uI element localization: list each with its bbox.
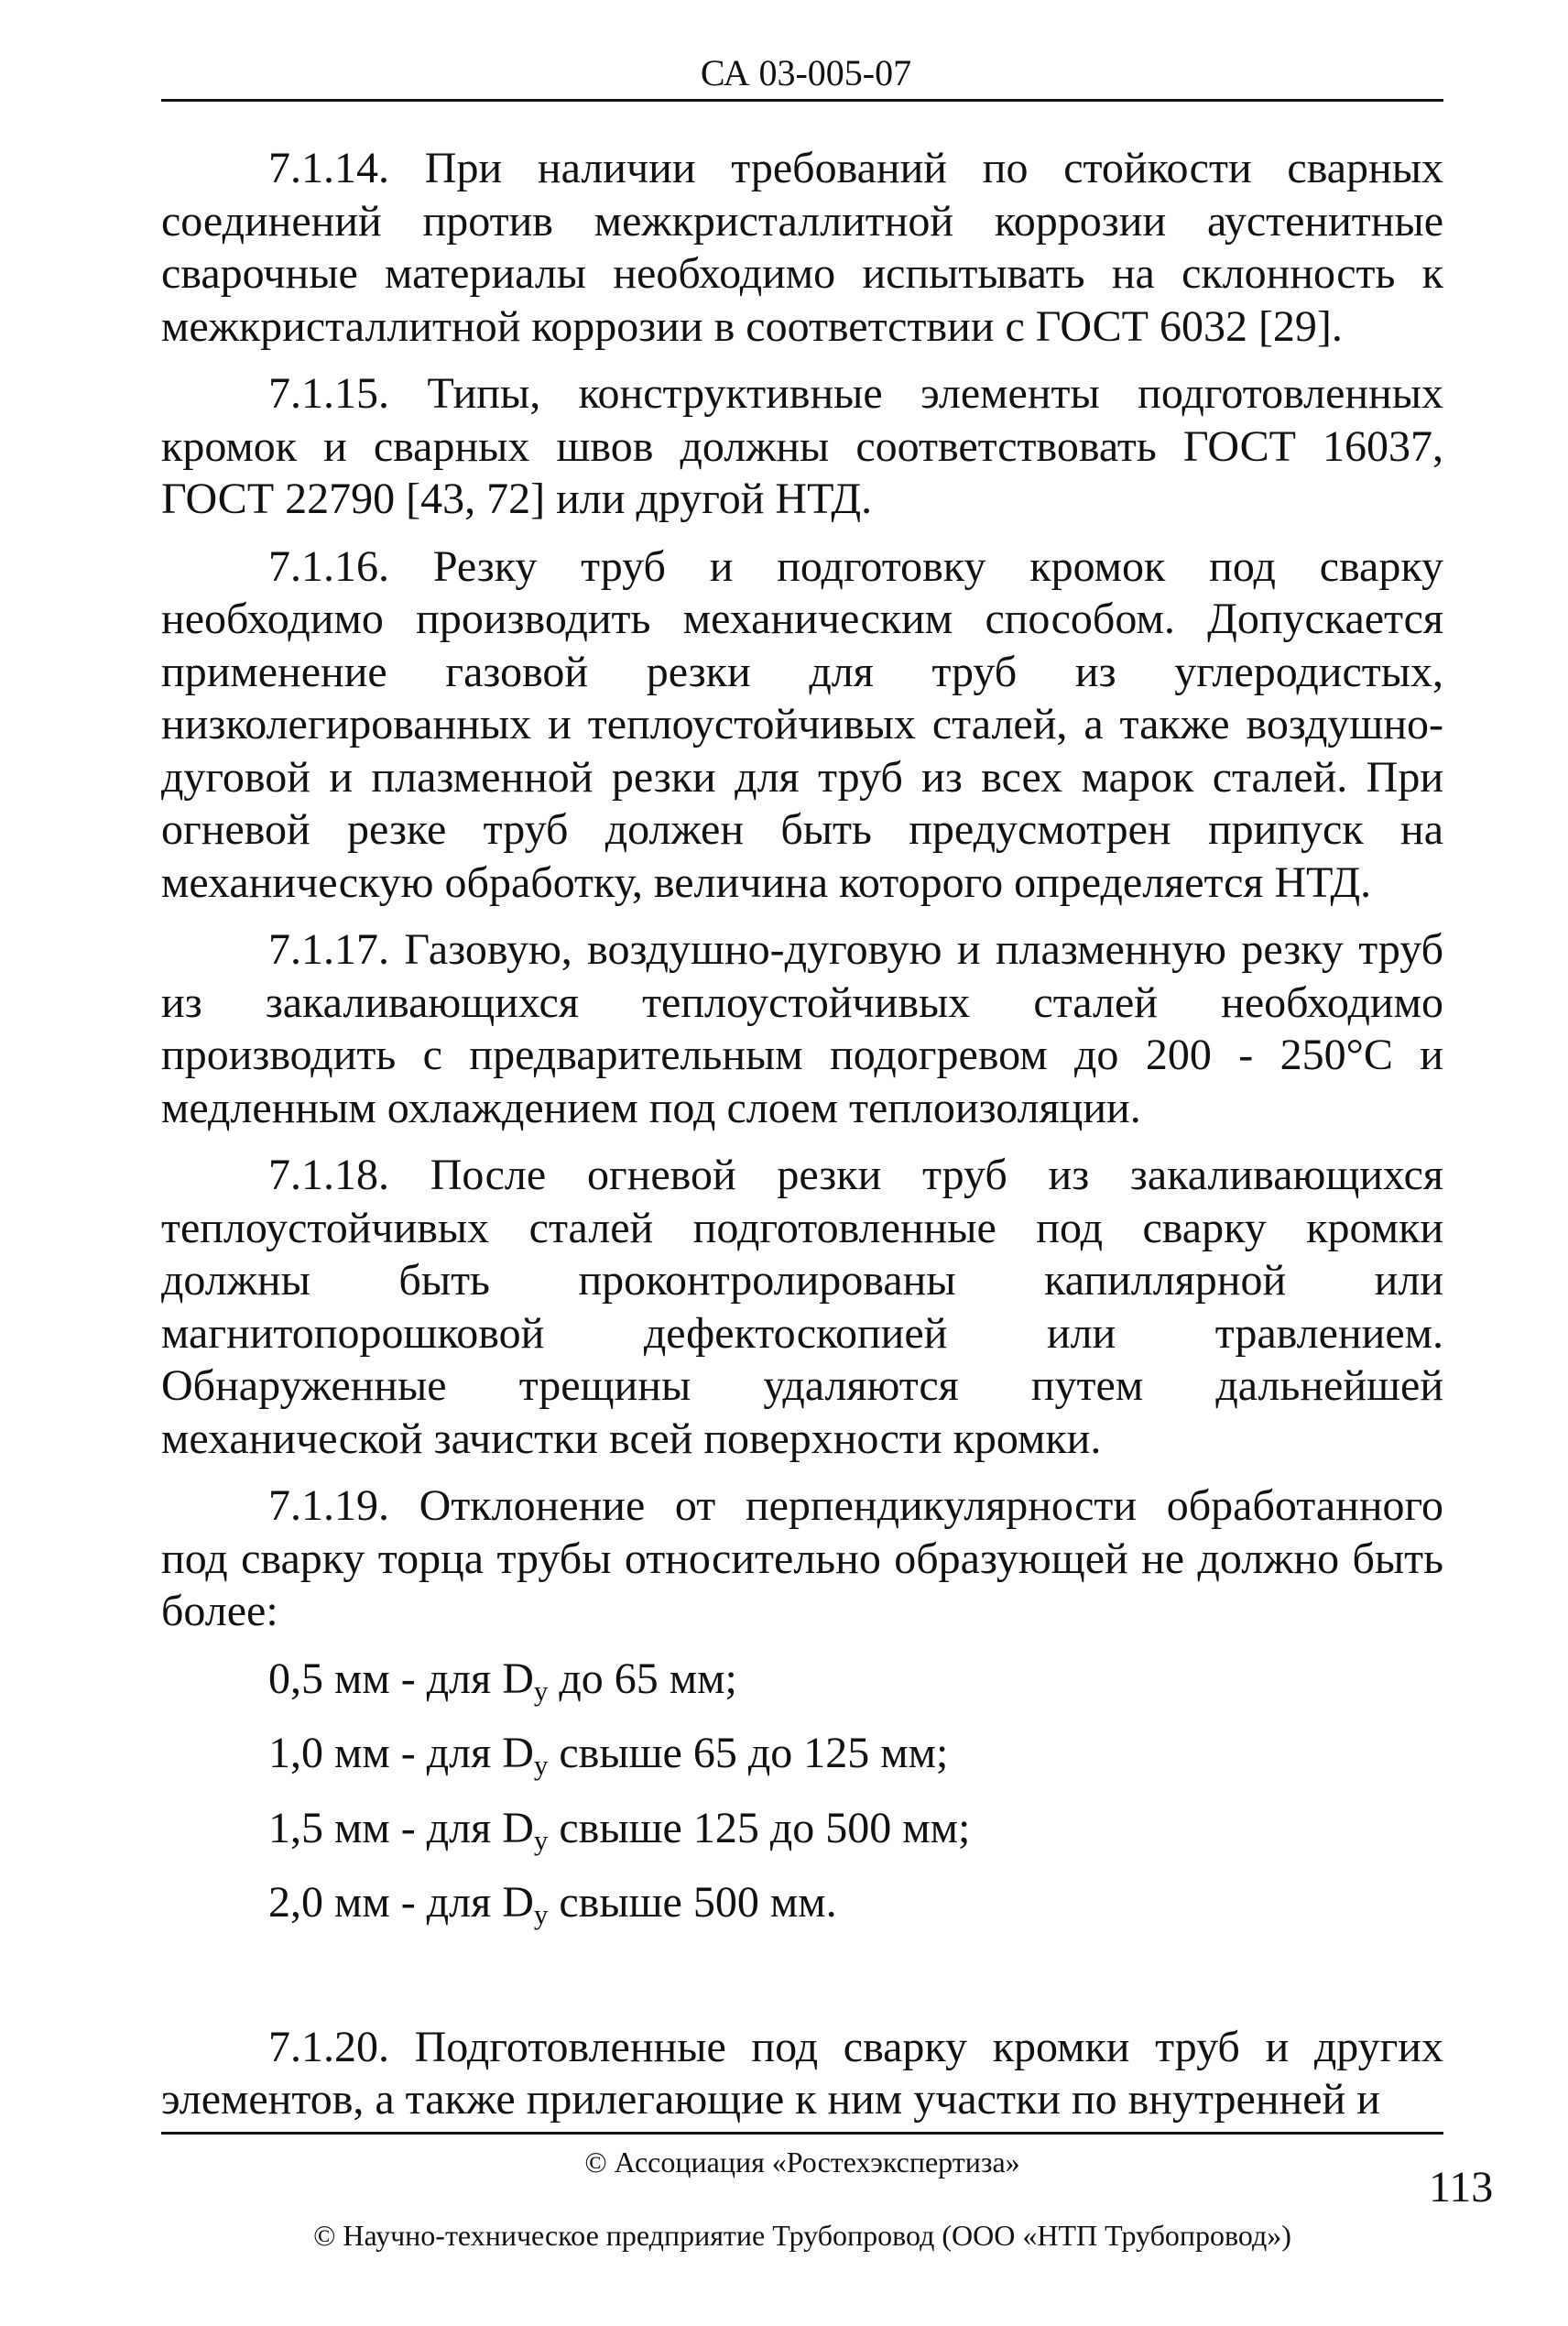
paragraph-7-1-14: 7.1.14. При наличии требований по стойкости сварных соединений против межкристаллитной коррозии аустенитные сварочные материалы необходимо испытывать на склонность к межкристаллитной коррозии в соответствии с ГОСТ 6032 [29].	[161, 144, 1443, 351]
tolerance-item: 0,5 мм - для $D_y$ до 65 мм;	[268, 1654, 737, 1707]
tolerance-list	[161, 1653, 1443, 1929]
header-rule	[161, 99, 1443, 102]
paragraph-7-1-19: 7.1.19. Отклонение от перпендикулярности обработанного под сварку торца трубы относительно образующей не должно быть более:	[161, 1481, 1443, 1635]
footer-rule	[161, 2132, 1443, 2135]
paragraph-7-1-15: 7.1.15. Типы, конструктивные элементы подготовленных кромок и сварных швов должны соответствовать ГОСТ 16037, ГОСТ 22790 [43, 72] или другой НТД.	[161, 369, 1443, 523]
section-spacer	[161, 1929, 1443, 2021]
paragraph-7-1-20: 7.1.20. Подготовленные под сварку кромки труб и других элементов, а также прилегающие к ним участки по внутренней и	[161, 2022, 1443, 2124]
tolerance-item: 1,5 мм - для $D_y$ свыше 125 до 500 мм;	[268, 1803, 971, 1856]
tolerance-item: 1,0 мм - для $D_y$ свыше 65 до 125 мм;	[268, 1729, 949, 1781]
paragraph-7-1-18: 7.1.18. После огневой резки труб из закаливающихся теплоустойчивых сталей подготовленные под сварку кромки должны быть проконтролированы капиллярной или магнитопорошковой дефектоскопией или травлением. Обнаруженные трещины удаляются путем дальнейшей механической зачистки всей поверхности кромки.	[161, 1151, 1443, 1463]
document-code: СА 03-005-07	[700, 52, 912, 93]
paragraph-7-1-16: 7.1.16. Резку труб и подготовку кромок под сварку необходимо производить механическим способом. Допускается применение газовой резки для труб из углеродистых, низколегированных и теплоустойчивых сталей, а также воздушно-дуговой и плазменной резки для труб из всех марок сталей. При огневой резке труб должен быть предусмотрен припуск на механическую обработку, величина которого определяется НТД.	[161, 541, 1443, 907]
tolerance-item: 2,0 мм - для $D_y$ свыше 500 мм.	[268, 1878, 837, 1930]
page-number: 113	[1429, 2163, 1494, 2211]
page-body	[161, 142, 1443, 2126]
footer-copyright-association: © Ассоциация «Ростехэкспертиза»	[584, 2146, 1020, 2179]
paragraph-7-1-17: 7.1.17. Газовую, воздушно-дуговую и плазменную резку труб из закаливающихся теплоустойчивых сталей необходимо производить с предварительным подогревом до 200 - 250°С и медленным охлаждением под слоем теплоизоляции.	[161, 925, 1443, 1132]
footer-copyright-enterprise: © Научно-техническое предприятие Трубопровод (ООО «НТП Трубопровод»)	[313, 2219, 1291, 2252]
